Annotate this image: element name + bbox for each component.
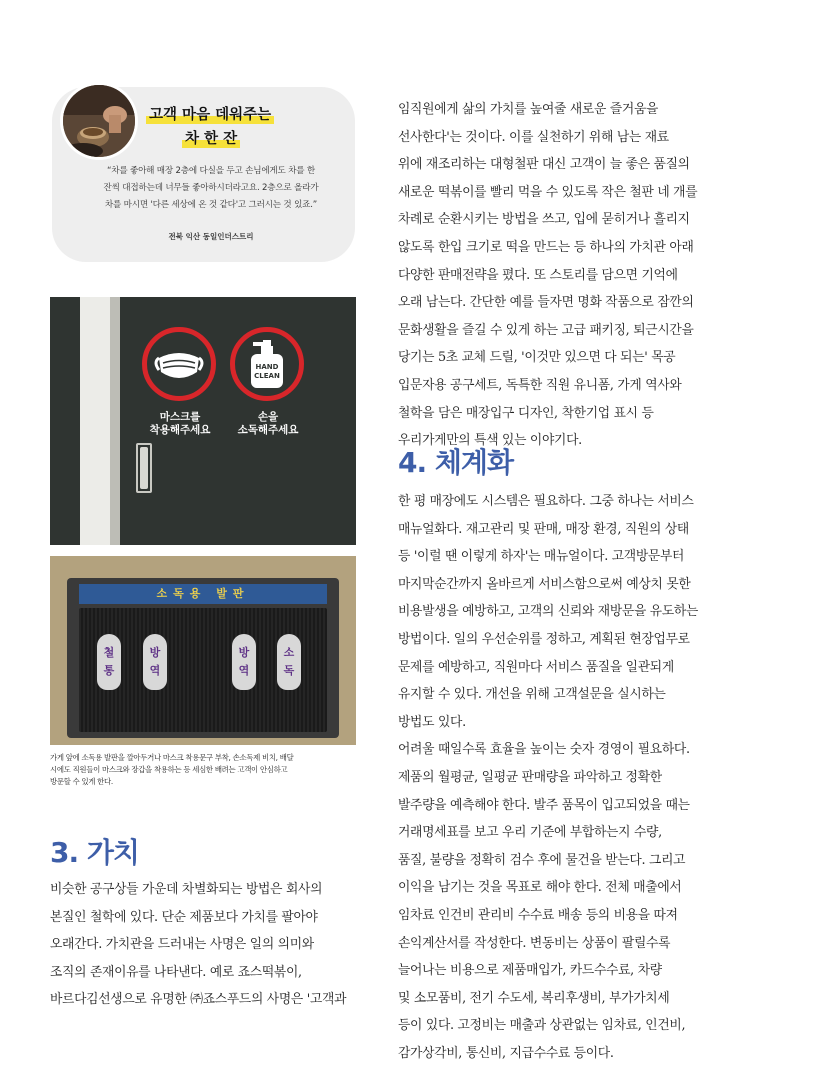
body-line: 발주량을 예측해야 한다. 발주 품목이 입고되었을 때는 — [398, 797, 690, 813]
body-line: 및 소모품비, 전기 수도세, 복리후생비, 부가가치세 — [398, 990, 670, 1006]
body-line: 문제를 예방하고, 직원마다 서비스 품질을 일관되게 — [398, 659, 674, 675]
body-line: 임차료 인건비 관리비 수수료 배송 등의 비용을 따져 — [398, 907, 678, 923]
section-3-heading: 3. 가치 — [50, 836, 139, 869]
footprint-char: 방 — [238, 646, 250, 659]
body-line: 않도록 한입 크기로 떡을 만드는 등 하나의 가치관 아래 — [398, 239, 694, 255]
hand-clean-text-1: HAND — [255, 363, 279, 371]
body-line: 새로운 떡볶이를 빨리 먹을 수 있도록 작은 철판 네 개를 — [398, 184, 698, 200]
body-line: 어려울 때일수록 효율을 높이는 숫자 경영이 필요하다. — [398, 742, 690, 758]
body-line: 입문자용 공구세트, 독특한 직원 유니폼, 가게 역사와 — [398, 377, 682, 393]
footprint-char: 독 — [283, 664, 295, 677]
mask-sign — [142, 327, 216, 401]
door-handle — [140, 447, 148, 489]
avatar — [60, 82, 138, 160]
hand-clean-sign — [230, 327, 304, 401]
disinfection-mat-photo — [50, 556, 356, 745]
body-line: 매뉴얼화다. 재고관리 및 판매, 매장 환경, 직원의 상태 — [398, 521, 689, 537]
body-line: 당기는 5초 교체 드릴, '이것만 있으면 다 되는' 목공 — [398, 350, 676, 366]
quote-line: “차를 좋아해 매장 2층에 다실을 두고 손님에게도 차를 한 — [106, 166, 315, 176]
mat-header: 소독용 발판 — [79, 584, 327, 604]
photo-caption — [50, 752, 356, 788]
body-line: 제품의 월평균, 일평균 판매량을 파악하고 정확한 — [398, 769, 662, 785]
footprint-char: 역 — [238, 664, 250, 677]
body-line: 손익계산서를 작성한다. 변동비는 상품이 팔릴수록 — [398, 935, 671, 951]
body-line: 등이 있다. 고정비는 매출과 상관없는 임차료, 인건비, — [398, 1018, 686, 1034]
body-line: 문화생활을 즐길 수 있게 하는 고급 패키징, 퇴근시간을 — [398, 322, 694, 338]
caption-line: 시에도 직원들이 마스크와 장갑을 착용하는 등 세심한 배려는 고객이 안심하고 — [50, 765, 288, 774]
section-3-continued-body — [398, 96, 697, 455]
quote-title-line2: 차 한 잔 — [182, 130, 240, 148]
body-line: 마지막순간까지 올바르게 서비스함으로써 예상치 못한 — [398, 576, 691, 592]
body-line: 비슷한 공구상들 가운데 차별화되는 방법은 회사의 — [50, 882, 323, 897]
mask-sign-label — [130, 411, 230, 437]
hand-sign-label — [218, 411, 318, 437]
body-line: 임직원에게 삶의 가치를 높여줄 새로운 즐거움을 — [398, 102, 659, 117]
body-line: 바르다김선생으로 유명한 ㈜죠스푸드의 사명은 '고객과 — [50, 992, 347, 1008]
mask-sign-label-line: 마스크를 — [159, 411, 201, 423]
footprint-char: 방 — [149, 646, 161, 659]
caption-line: 가게 앞에 소독용 발판을 깔아두거나 마스크 착용문구 부착, 손소독제 비치, 배달 — [50, 753, 294, 762]
body-line: 늘어나는 비용으로 제품매입가, 카드수수료, 차량 — [398, 963, 662, 979]
body-line: 오래간다. 가치관을 드러내는 사명은 일의 의미와 — [50, 937, 314, 953]
section-3-body — [50, 876, 346, 1014]
body-line: 감가상각비, 통신비, 지급수수료 등이다. — [398, 1045, 614, 1061]
footprint — [232, 634, 256, 690]
footprint-char: 철 — [103, 646, 115, 659]
hand-sanitizer-icon — [239, 336, 295, 392]
body-line: 본질인 철학에 있다. 단순 제품보다 가치를 팔아야 — [50, 909, 318, 925]
mask-icon — [151, 336, 207, 392]
mask-sign-label-line: 착용해주세요 — [149, 424, 211, 436]
hand-clean-text-2: CLEAN — [254, 372, 280, 380]
body-line: 방법이다. 일의 우선순위를 정하고, 계획된 현장업무로 — [398, 631, 690, 647]
body-line: 거래명세표를 보고 우리 기준에 부합하는지 수량, — [398, 825, 662, 841]
door-sign-photo — [50, 297, 356, 545]
quote-line: 잔씩 대접하는데 너무들 좋아하시더라고요. 2층으로 올라가 — [103, 183, 319, 193]
body-line: 방법도 있다. — [398, 714, 466, 730]
body-line: 한 평 매장에도 시스템은 필요하다. 그중 하나는 서비스 — [398, 494, 694, 509]
footprint-char: 역 — [149, 664, 161, 677]
door-frame-edge — [110, 297, 120, 545]
footprint — [97, 634, 121, 690]
body-line: 위에 재조리하는 대형철판 대신 고객이 늘 좋은 품질의 — [398, 157, 690, 173]
body-line: 유지할 수 있다. 개선을 위해 고객설문을 실시하는 — [398, 687, 666, 703]
body-line: 이익을 남기는 것을 목표로 해야 한다. 전체 매출에서 — [398, 880, 682, 896]
quote-title-line1: 고객 마음 데워주는 — [146, 106, 274, 124]
body-line: 조직의 존재이유를 나타낸다. 예로 죠스떡볶이, — [50, 964, 302, 980]
body-line: 우리가게만의 특색 있는 이야기다. — [398, 433, 582, 449]
quote-text — [80, 163, 342, 214]
footprint — [143, 634, 167, 690]
body-line: 선사한다'는 것이다. 이를 실천하기 위해 남는 재료 — [398, 129, 669, 145]
footprint-char: 소 — [283, 646, 295, 659]
body-line: 차례로 순환시키는 방법을 쓰고, 입에 묻히거나 흘리지 — [398, 212, 690, 228]
footprint-char: 통 — [103, 664, 115, 677]
section-4-heading: 4. 체계화 — [398, 446, 514, 479]
body-line: 비용발생을 예방하고, 고객의 신뢰와 재방문을 유도하는 — [398, 604, 699, 620]
caption-line: 방문할 수 있게 한다. — [50, 777, 113, 786]
quote-source: 전북 익산 동일인더스트리 — [168, 232, 254, 241]
body-line: 오래 남는다. 간단한 예를 들자면 명화 작품으로 잠깐의 — [398, 295, 694, 311]
hand-sign-label-line: 손을 — [257, 411, 279, 423]
footprint — [277, 634, 301, 690]
body-line: 등 '이럴 땐 이렇게 하자'는 매뉴얼이다. 고객방문부터 — [398, 549, 685, 565]
body-line: 다양한 판매전략을 폈다. 또 스토리를 담으면 기억에 — [398, 267, 678, 283]
hand-sign-label-line: 소독해주세요 — [237, 424, 299, 436]
body-line: 철학을 담은 매장입구 디자인, 착한기업 표시 등 — [398, 405, 654, 421]
section-4-body — [398, 488, 698, 1067]
body-line: 품질, 불량을 정확히 검수 후에 물건을 받는다. 그리고 — [398, 852, 686, 868]
quote-line: 차를 마시면 '다른 세상에 온 것 같다'고 그러시는 것 있죠.” — [104, 200, 318, 210]
